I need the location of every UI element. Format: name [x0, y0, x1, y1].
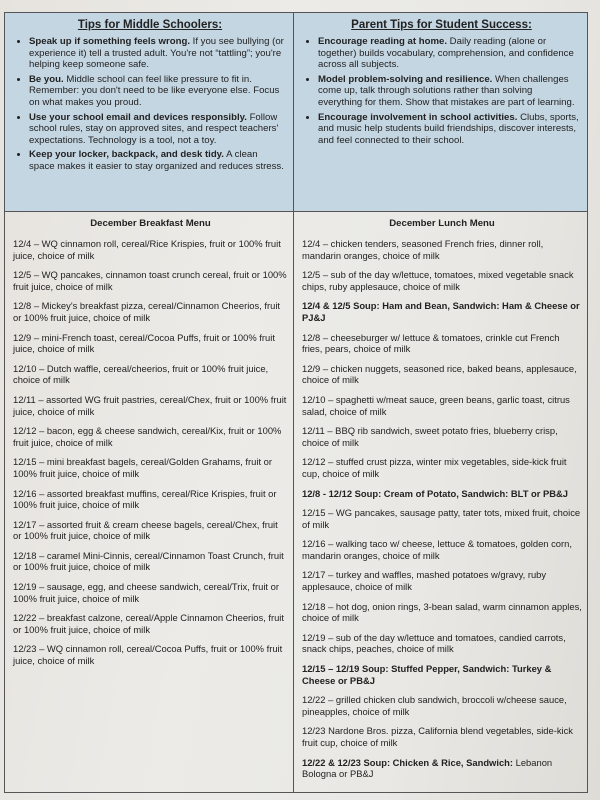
tip-text: A clean space makes it easier to stay organized and reduces stress. — [29, 149, 284, 172]
lunch-item-text: 12/12 – stuffed crust pizza, winter mix vegetables, side-kick fruit cup, choice of milk — [302, 456, 567, 479]
breakfast-menu-item: 12/22 – breakfast calzone, cereal/Apple Cinnamon Cheerios, fruit or 100% fruit juice, choice of milk — [13, 612, 284, 635]
breakfast-menu-item: 12/23 – WQ cinnamon roll, cereal/Cocoa Puffs, fruit or 100% fruit juice, choice of milk — [13, 643, 283, 667]
tip-text: Follow school rules, stay on approved sites, and respect teachers' expectations. Technology is a tool, not a toy. — [29, 111, 279, 146]
breakfast-menu-item: 12/17 – assorted fruit & cream cheese bagels, cereal/Chex, fruit or 100% fruit juice, choice of milk — [13, 518, 278, 542]
lunch-item-text: 12/9 – chicken nuggets, seasoned rice, baked beans, applesauce, choice of milk — [302, 362, 577, 386]
student-tips-panel — [5, 13, 294, 212]
breakfast-menu-item: 12/18 – caramel Mini-Cinnis, cereal/Cinnamon Toast Crunch, fruit or 100% fruit juice, choice of milk — [13, 549, 284, 573]
lunch-item-text: 12/8 - 12/12 Soup: Cream of Potato, Sandwich: BLT or PB&J — [302, 487, 569, 499]
tip-text: Daily reading (alone or together) builds vocabulary, comprehension, and confidence across all subjects. — [318, 36, 574, 71]
tip-text: Middle school can feel like pressure to fit in. Remember: you don't need to be like everyone else. Focus on what makes you proud. — [29, 73, 280, 108]
lunch-menu-item — [302, 269, 582, 292]
tip-heading: Use your school email and devices responsibly. — [29, 111, 247, 123]
lunch-soup-sandwich-item — [302, 663, 582, 686]
lunch-item-text: 12/5 – sub of the day w/lettuce, tomatoes, mixed vegetable snack chips, ruby applesauce, choice of milk — [302, 269, 574, 292]
lunch-item-text: 12/4 & 12/5 Soup: Ham and Bean, Sandwich: Ham & Cheese or PJ&J — [302, 300, 580, 323]
lunch-menu-item — [302, 425, 582, 448]
breakfast-menu-item: 12/16 – assorted breakfast muffins, cereal/Rice Krispies, fruit or 100% fruit juice, choice of milk — [13, 487, 277, 511]
breakfast-menu-item: 12/5 – WQ pancakes, cinnamon toast crunch cereal, fruit or 100% fruit juice, choice of milk — [13, 269, 287, 292]
lunch-item-text: 12/22 & 12/23 Soup: Chicken & Rice, Sandwich: — [302, 756, 514, 768]
lunch-item-text: 12/18 – hot dog, onion rings, 3-bean salad, warm cinnamon apples, choice of milk — [302, 600, 582, 624]
lunch-item-text: 12/16 – walking taco w/ cheese, lettuce & tomatoes, golden corn, mandarin oranges, choice of milk — [302, 538, 572, 561]
lunch-menu-item — [302, 238, 582, 261]
lunch-item-text: 12/11 – BBQ rib sandwich, sweet potato fries, blueberry crisp, choice of milk — [302, 425, 558, 448]
lunch-item-text: 12/10 – spaghetti w/meat sauce, green beans, garlic toast, citrus salad, choice of milk — [302, 393, 570, 417]
lunch-menu-item — [302, 394, 582, 417]
tip-item — [318, 36, 579, 71]
tip-heading: Encourage reading at home. — [318, 36, 448, 47]
lunch-item-text: 12/17 – turkey and waffles, mashed potatoes w/gravy, ruby applesauce, choice of milk — [302, 569, 547, 593]
lunch-item-text: 12/8 – cheeseburger w/ lettuce & tomatoes, crinkle cut French fries, pears, choice of milk — [302, 331, 560, 355]
breakfast-menu-list — [13, 238, 288, 667]
tip-item — [318, 112, 579, 147]
breakfast-menu-title: December Breakfast Menu — [90, 218, 211, 229]
breakfast-menu-item: 12/8 – Mickey's breakfast pizza, cereal/Cinnamon Cheerios, fruit or 100% fruit juice, choice of milk — [13, 300, 281, 323]
tip-heading: Encourage involvement in school activities. — [318, 111, 518, 123]
lunch-item-text: 12/15 – 12/19 Soup: Stuffed Pepper, Sandwich: Turkey & Cheese or PB&J — [302, 663, 552, 686]
tip-item — [29, 74, 285, 109]
newsletter-table — [4, 12, 588, 793]
parent-tips-list — [304, 36, 579, 146]
tip-heading: Speak up if something feels wrong. — [29, 36, 190, 47]
lunch-menu-item — [302, 507, 582, 530]
lunch-menu-item — [302, 456, 582, 479]
student-tips-list — [15, 36, 285, 173]
lunch-menu-item — [302, 332, 582, 355]
breakfast-menu-item: 12/19 – sausage, egg, and cheese sandwich, cereal/Trix, fruit or 100% fruit juice, choice of milk — [13, 581, 279, 604]
lunch-menu-list — [302, 238, 582, 780]
parent-tips-panel — [294, 13, 588, 212]
lunch-item-text: 12/15 – WG pancakes, sausage patty, tater tots, mixed fruit, choice of milk — [302, 507, 581, 530]
lunch-item-tail: Lebanon Bologna or PB&J — [302, 756, 553, 780]
tip-heading: Model problem-solving and resilience. — [318, 73, 493, 85]
breakfast-menu-item: 12/11 – assorted WG fruit pastries, cereal/Chex, fruit or 100% fruit juice, choice of milk — [13, 393, 287, 417]
lunch-item-text: 12/4 – chicken tenders, seasoned French fries, dinner roll, mandarin oranges, choice of milk — [302, 238, 544, 261]
tip-item — [29, 112, 285, 147]
lunch-soup-sandwich-item — [302, 757, 582, 780]
lunch-menu-item — [302, 601, 582, 624]
lunch-menu-item — [302, 538, 582, 561]
tip-item — [29, 36, 285, 71]
lunch-menu-item — [302, 694, 582, 717]
breakfast-menu-item: 12/4 – WQ cinnamon roll, cereal/Rice Krispies, fruit or 100% fruit juice, choice of milk — [13, 238, 281, 261]
lunch-soup-sandwich-item — [302, 300, 582, 323]
breakfast-menu-panel — [5, 212, 294, 793]
breakfast-menu-item: 12/12 – bacon, egg & cheese sandwich, cereal/Kix, fruit or 100% fruit juice, choice of milk — [13, 425, 282, 448]
tip-heading: Be you. — [29, 73, 64, 85]
tip-item — [318, 74, 579, 109]
lunch-menu-panel — [294, 212, 588, 793]
lunch-menu-item — [302, 363, 582, 386]
lunch-item-text: 12/22 – grilled chicken club sandwich, broccoli w/cheese sauce, pineapples, choice of milk — [302, 694, 567, 717]
breakfast-menu-item: 12/10 – Dutch waffle, cereal/cheerios, fruit or 100% fruit juice, choice of milk — [13, 362, 269, 386]
student-tips-title: Tips for Middle Schoolers: — [77, 19, 223, 31]
tip-heading: Keep your locker, backpack, and desk tidy. — [29, 149, 224, 161]
parent-tips-title: Parent Tips for Student Success: — [351, 19, 532, 31]
lunch-item-text: 12/23 Nardone Bros. pizza, California blend vegetables, side-kick fruit cup, choice of milk — [302, 725, 573, 748]
tip-text: Clubs, sports, and music help students build friendships, discover interests, and feel connected to their school. — [318, 111, 579, 146]
tip-item — [29, 149, 285, 172]
tip-text: If you see bullying (or experience it) tell a trusted adult. You're not “tattling”; you're helping keep someone safe. — [29, 36, 284, 71]
lunch-item-text: 12/19 – sub of the day w/lettuce and tomatoes, candied carrots, snack chips, peaches, choice of milk — [302, 631, 566, 655]
lunch-menu-item — [302, 725, 582, 748]
lunch-menu-item — [302, 632, 582, 655]
breakfast-menu-item: 12/9 – mini-French toast, cereal/Cocoa Puffs, fruit or 100% fruit juice, choice of milk — [13, 331, 275, 355]
breakfast-menu-item: 12/15 – mini breakfast bagels, cereal/Golden Grahams, fruit or 100% fruit juice, choice of milk — [13, 456, 272, 479]
tip-text: When challenges come up, talk through solutions rather than solving everything for them. Show that mistakes are part of learning. — [318, 73, 575, 108]
lunch-menu-title: December Lunch Menu — [389, 218, 495, 229]
lunch-menu-item — [302, 569, 582, 592]
lunch-soup-sandwich-item — [302, 488, 582, 500]
